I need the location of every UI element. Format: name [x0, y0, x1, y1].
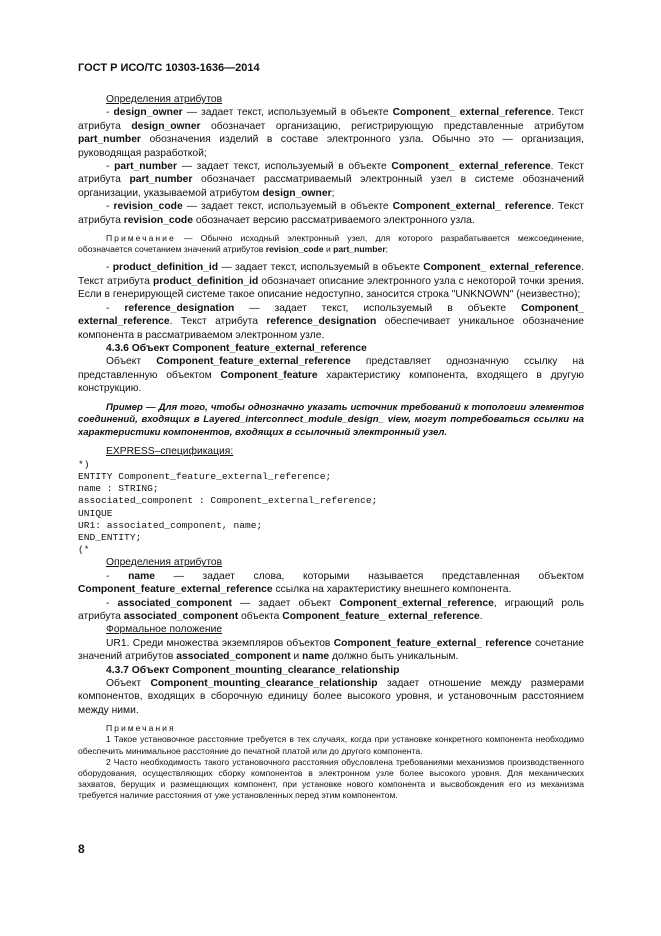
text-run: , играющий роль атрибута [78, 597, 584, 622]
bold-term: revision_code [113, 201, 183, 213]
bold-term: Component_ external_reference [78, 302, 584, 328]
text-run: UR1. Среди множества экземпляров объектов [106, 637, 334, 649]
bold-term: part_number [333, 244, 386, 255]
page-content [78, 93, 584, 802]
bold-term: 4.3.7 Объект Component_mounting_clearance_relationship [106, 664, 400, 676]
text-run: — задает текст, используемый в объекте [218, 262, 424, 274]
text-run: сочетание значений атрибутов [78, 637, 584, 663]
text-run: должно быть уникальным. [329, 651, 459, 663]
text-run: Объект [106, 356, 157, 368]
paragraph [78, 570, 584, 597]
text-run: - [106, 597, 118, 609]
bold-term: revision_code [265, 244, 324, 255]
bold-term: part_number [129, 174, 193, 186]
paragraph [78, 200, 584, 227]
bold-term: Component_ external_reference [423, 262, 582, 274]
bold-term: Component_ external_reference [391, 161, 551, 173]
bold-term: Component_external_ reference [392, 201, 552, 213]
text-run: — задает объект [231, 597, 340, 609]
example: Пример — Для того, чтобы однозначно указать источник требований к топологии элементов соединений, входящих в Layered_interconnect_module_design_ view, могут потребоваться ссылки на характеристики компонентов, входящих в ссылочный электронный узел. [78, 401, 584, 438]
text-run: . Текст атрибута [78, 161, 584, 186]
text-run: обозначает описание электронного узла с некоторой точки зрения. Если в генерирующей системе такое описание недоступно, заносится строка "UNKNOWN" (неизвестно); [78, 275, 584, 301]
bold-term: Component_ external_reference [392, 107, 552, 119]
subsection-heading [78, 342, 584, 355]
bold-term: reference_designation [266, 316, 377, 328]
bold-term: associated_component [123, 610, 239, 622]
text-run: — задает текст, используемый в объекте [177, 161, 392, 173]
page-number: 8 [78, 842, 85, 856]
section-heading: Формальное положение [106, 624, 223, 636]
bold-term: Component_feature_external_ reference [333, 637, 532, 649]
text-run: представляет однозначную ссылку на представленную объектом [78, 356, 584, 381]
text-run: - [106, 302, 125, 314]
text-run: обозначает версию рассматриваемого электронного узла. [192, 214, 475, 226]
text-run: — задает текст, используемый в объекте [182, 201, 393, 213]
bold-term: name [302, 651, 330, 663]
bold-term: 4.3.6 Объект Component_feature_external_reference [106, 342, 367, 354]
text-run: — задает текст, используемый в объекте [234, 302, 522, 314]
text-run: обозначения изделий в составе электронного узла. Обычно это — организация, руководящая разработкой; [78, 134, 584, 159]
bold-term: product_definition_id [153, 275, 259, 287]
bold-term: Component_mounting_clearance_relationship [150, 678, 378, 689]
paragraph [78, 355, 584, 395]
text-run: ссылка на характеристику внешнего компонента. [272, 584, 512, 596]
text-run: — Обычно исходный электронный узел, для которого разрабатывается межсоединение, обозначается сочетанием значений атрибутов [78, 233, 584, 255]
section-heading: Определения атрибутов [106, 94, 223, 105]
text-run: и [323, 244, 334, 255]
text-run: объекта [238, 610, 283, 622]
text-run: - [106, 570, 129, 582]
bold-term: associated_component [176, 651, 291, 663]
text-run: характеристику компонента, входящего в другую конструкцию. [78, 369, 584, 395]
text-run: ; [385, 244, 389, 255]
bold-term: part_number [114, 161, 178, 173]
text-run: . Текст атрибута [78, 107, 584, 132]
note: 2 Часто необходимость такого установочного расстояния обусловлена требованиями механизмов производственного оборудования, осуществляющих сборку компонентов в электронном узле более высокого уровня. Для механических захватов, берущих и размещающих компонент, при установке нового компонента и высвобождения его из механизма требуется наличие расстояния от уже установленных перед этим компонентом. [78, 756, 584, 801]
text-run: ; [331, 187, 335, 199]
text-run: . Текст атрибута [78, 201, 584, 226]
bold-term: reference_designation [124, 302, 235, 314]
note: 1 Такое установочное расстояние требуется в тех случаях, когда при установке конкретного компонента необходимо обеспечить минимальное расстояние до печатной платой или до другого компонента. [78, 734, 584, 756]
bold-term: name [128, 570, 155, 582]
bold-term: product_definition_id [112, 262, 219, 274]
paragraph [78, 261, 584, 301]
bold-term: revision_code [123, 214, 193, 226]
paragraph [78, 637, 584, 664]
bold-term: associated_component [117, 597, 232, 609]
text-run: Объект [106, 678, 151, 689]
notes-label: Примечания [106, 723, 176, 734]
bold-term: Component_feature_external_reference [78, 584, 273, 596]
document-header: ГОСТ Р ИСО/ТС 10303-1636—2014 [78, 62, 260, 74]
text-run: . [479, 610, 483, 622]
bold-term: Component_external_reference [339, 597, 494, 609]
text-run: и [290, 651, 303, 663]
text-run: — задает текст, используемый в объекте [182, 107, 393, 119]
express-code: *) ENTITY Component_feature_external_reference; name : STRING; associated_component : Component_external_reference; UNIQUE UR1: associated_component, name; END_ENTITY; (* [78, 458, 378, 556]
bold-term: Component_feature_external_reference [156, 356, 351, 368]
bold-term: part_number [78, 134, 141, 146]
text-run: - [106, 107, 114, 119]
text-run: обозначает рассматриваемый электронный узел в системе обозначений организации, указываемой атрибутом [78, 174, 584, 199]
bold-term: design_owner [262, 187, 332, 199]
paragraph [78, 106, 584, 160]
subsection-heading [78, 664, 584, 677]
paragraph [78, 597, 584, 624]
text-run: . Текст атрибута [78, 262, 584, 287]
text-run: . Текст атрибута [169, 316, 267, 328]
paragraph [78, 160, 584, 200]
bold-term: design_owner [131, 120, 201, 132]
bold-term: Component_feature_ external_reference [282, 610, 480, 622]
text-run: - [106, 201, 114, 213]
section-heading: EXPRESS–спецификация: [106, 446, 234, 458]
text-run: задает отношение между размерами компонентов, входящих в сборочную единицу более высокого уровня, и установочным расстоянием между ними. [78, 678, 584, 716]
text-run: - [106, 161, 115, 173]
text-run: — задает слова, которыми называется представленная объектом [154, 570, 584, 582]
bold-term: Component_feature [220, 369, 318, 381]
text-run: обеспечивает уникальное обозначение компонента в рассматриваемом электронном узле. [78, 316, 584, 341]
text-run: обозначает организацию, регистрирующую представленные атрибутом [200, 120, 585, 132]
paragraph [78, 302, 584, 342]
text-run: - [106, 262, 113, 274]
section-heading: Определения атрибутов [106, 557, 223, 569]
bold-term: design_owner [113, 107, 183, 119]
note [78, 233, 584, 255]
paragraph [78, 677, 584, 717]
note-label: Примечание [106, 233, 176, 244]
